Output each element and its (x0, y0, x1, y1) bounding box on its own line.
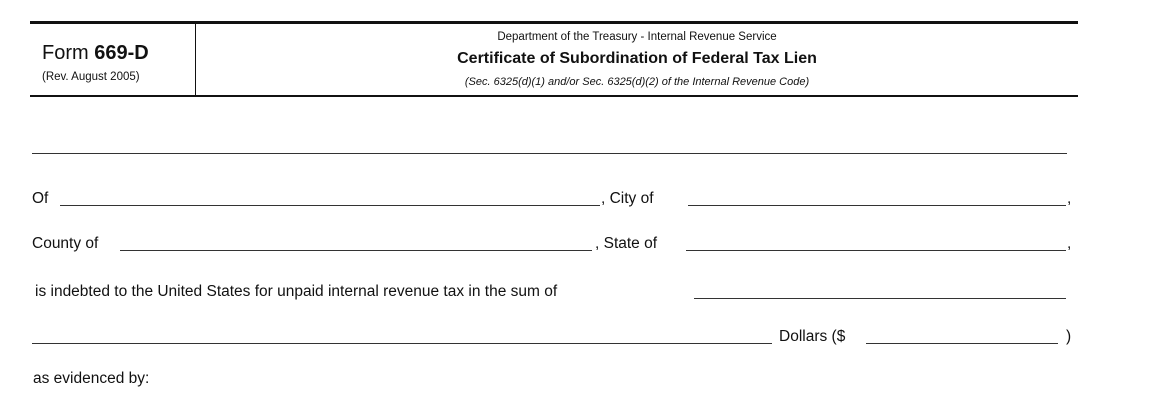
form-label: Form (42, 42, 89, 64)
header-top-rule (30, 21, 1078, 24)
form-number (42, 42, 149, 65)
state-comma: , (1067, 235, 1072, 252)
name-field[interactable] (32, 153, 1067, 154)
county-label: County of (32, 235, 99, 252)
city-label: , City of (601, 190, 654, 207)
form-number-value: 669-D (94, 42, 149, 64)
tax-sum-field[interactable] (694, 298, 1066, 299)
state-field[interactable] (686, 250, 1066, 251)
of-field[interactable] (60, 205, 600, 206)
indebted-text: is indebted to the United States for unpaid internal revenue tax in the sum of (35, 283, 558, 300)
form-subtitle: (Sec. 6325(d)(1) and/or Sec. 6325(d)(2) of the Internal Revenue Code) (464, 76, 810, 88)
evidenced-text: as evidenced by: (33, 370, 150, 387)
county-field[interactable] (120, 250, 592, 251)
dollars-close: ) (1066, 328, 1072, 345)
of-label: Of (32, 190, 49, 207)
city-comma: , (1067, 190, 1072, 207)
state-label: , State of (595, 235, 658, 252)
city-field[interactable] (688, 205, 1066, 206)
form-title: Certificate of Subordination of Federal Tax Lien (457, 50, 817, 67)
header-bottom-rule (30, 95, 1078, 97)
dollars-label: Dollars ($ (779, 328, 846, 345)
department-line: Department of the Treasury - Internal Revenue Service (497, 31, 777, 43)
form-revision: (Rev. August 2005) (42, 71, 140, 83)
dollar-amount-field[interactable] (866, 343, 1058, 344)
amount-words-field[interactable] (32, 343, 772, 344)
